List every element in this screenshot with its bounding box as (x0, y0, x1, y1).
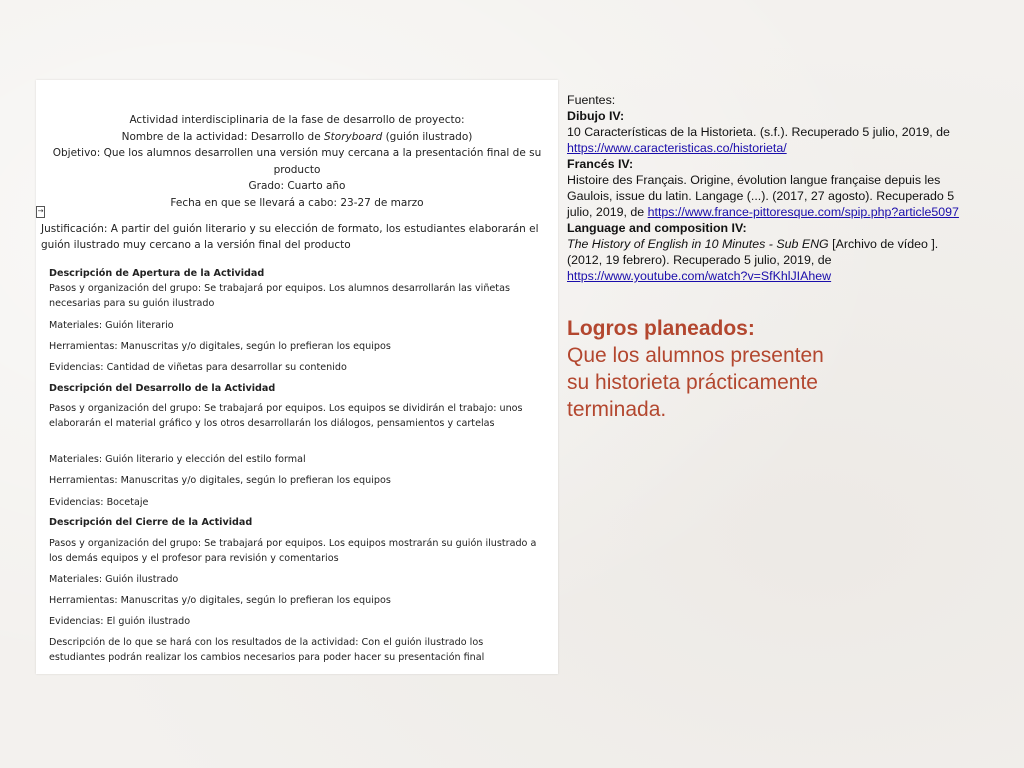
header-line: Actividad interdisciplinaria de la fase de desarrollo de proyecto: (129, 114, 465, 126)
apertura-pasos: Pasos y organización del grupo: Se trabajará por equipos. Los alumnos desarrollarán las viñetas necesarias para su guión ilustrado (49, 283, 510, 309)
document-header (36, 112, 558, 211)
goals-line: terminada. (567, 398, 667, 421)
desarrollo-materiales: Materiales: Guión literario y elección del estilo formal (49, 454, 306, 465)
header-line: producto (273, 163, 321, 176)
cierre-materiales: Materiales: Guión ilustrado (49, 574, 179, 585)
language-link[interactable]: https://www.youtube.com/watch?v=SfKhlJIAhew (567, 269, 832, 283)
cierre-herramientas: Herramientas: Manuscritas y/o digitales, según lo prefieran los equipos (49, 595, 391, 606)
desarrollo-title: Descripción del Desarrollo de la Actividad (49, 383, 276, 394)
cierre-title: Descripción del Cierre de la Actividad (49, 517, 253, 528)
language-citation-line: The History of English in 10 Minutes - Sub ENG [Archivo de vídeo ]. (567, 237, 939, 251)
frances-link[interactable]: https://www.france-pittoresque.com/spip.php?article5097 (647, 205, 959, 219)
dibujo-title: Dibujo IV: (567, 109, 625, 123)
apertura-title: Descripción de Apertura de la Actividad (49, 268, 265, 279)
desarrollo-pasos: Pasos y organización del grupo: Se trabajará por equipos. Los equipos se dividirán el trabajo: unos elaborarán el material gráfico y los otros desarrollarán los diálogos, pensamientos y cartelas (49, 403, 523, 429)
desarrollo-herramientas: Herramientas: Manuscritas y/o digitales, según lo prefieran los equipos (49, 475, 391, 486)
frances-citation-line: julio, 2019, de https://www.france-pittoresque.com/spip.php?article5097 (567, 205, 959, 219)
sources-heading: Fuentes: (567, 93, 616, 107)
header-line: Fecha en que se llevará a cabo: 23-27 de marzo (170, 196, 424, 209)
dibujo-link[interactable]: https://www.caracteristicas.co/historieta/ (567, 141, 787, 155)
cierre-resultados: Descripción de lo que se hará con los resultados de la actividad: Con el guión ilustrado los estudiantes podrán realizar los cambios necesarios para poder hacer su presentación final (49, 637, 485, 663)
apertura-evidencias: Evidencias: Cantidad de viñetas para desarrollar su contenido (49, 362, 347, 373)
frances-title: Francés IV: (567, 157, 634, 171)
cierre-evidencias: Evidencias: El guión ilustrado (49, 616, 191, 627)
goals-block (567, 315, 887, 423)
sources-block (567, 92, 1007, 284)
cierre-pasos: Pasos y organización del grupo: Se trabajará por equipos. Los equipos mostrarán su guión ilustrado a los demás equipos y el profesor para revisión y comentarios (49, 538, 537, 564)
desarrollo-evidencias: Evidencias: Bocetaje (49, 497, 149, 508)
language-citation-line: (2012, 19 febrero). Recuperado 5 julio, 2019, de (567, 253, 832, 267)
language-title: Language and composition IV: (567, 221, 747, 235)
header-line: Objetivo: Que los alumnos desarrollen una versión muy cercana a la presentación final de su (52, 147, 542, 159)
activity-document-image (36, 80, 558, 674)
goals-line: Que los alumnos presenten (567, 344, 824, 367)
header-line: Nombre de la actividad: Desarrollo de Storyboard (guión ilustrado) (121, 130, 473, 143)
apertura-herramientas: Herramientas: Manuscritas y/o digitales, según lo prefieran los equipos (49, 341, 391, 352)
arrow-marker-icon: → (36, 206, 45, 218)
frances-citation-line: Gaulois, issue du latin. Langage (...). (2017, 27 agosto). Recuperado 5 (567, 189, 955, 203)
frances-citation-line: Histoire des Français. Origine, évolution langue française depuis les (567, 173, 941, 187)
apertura-materiales: Materiales: Guión literario (49, 320, 174, 331)
justification: Justificación: A partir del guión literario y su elección de formato, los estudiantes elaborarán el guión ilustrado muy cercano a la versión final del producto (41, 223, 539, 251)
dibujo-citation: 10 Características de la Historieta. (s.f.). Recuperado 5 julio, 2019, de (567, 125, 950, 139)
goals-line: su historieta prácticamente (567, 371, 818, 394)
goals-title: Logros planeados: (567, 317, 755, 340)
header-line: Grado: Cuarto año (248, 180, 346, 192)
